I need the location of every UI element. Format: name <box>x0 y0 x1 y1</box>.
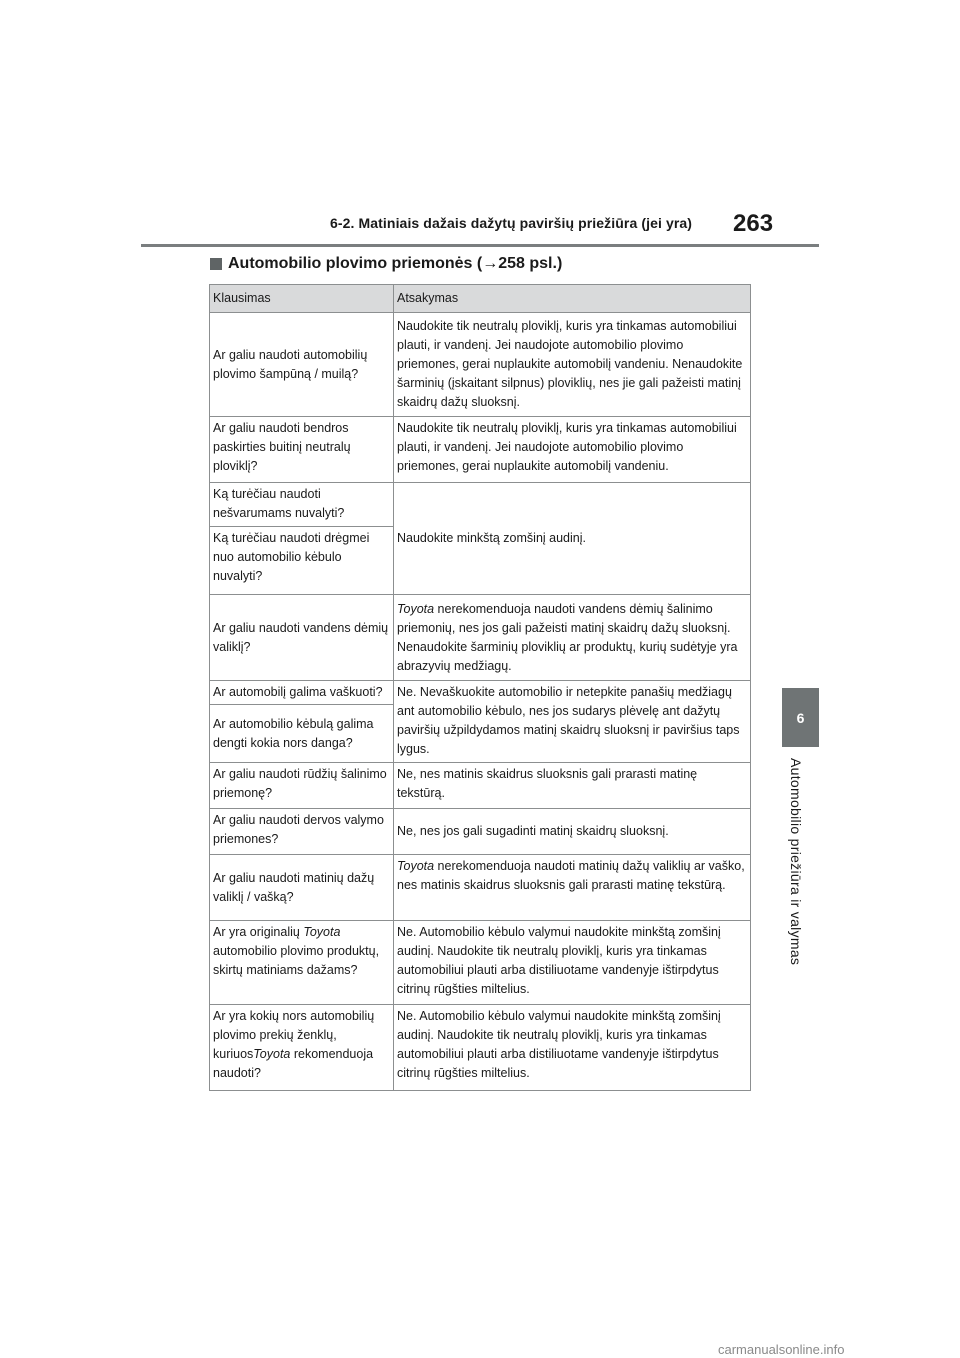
answer-cell <box>394 595 751 681</box>
answer-cell: Naudokite tik neutralų ploviklį, kuris yra tinkamas automobiliui plauti, ir vandenį. Jei naudojote automobilio plovimo priemones, gerai nuplaukite automobilį vandeniu. Nenaudokite šarminių (įskaitant silpnus) ploviklių, nes jie gali pažeisti matinį skaidrų dažų sluoksnį. <box>394 313 751 417</box>
question-cell: Ar galiu naudoti dervos valymo priemones? <box>210 809 394 855</box>
question-text: Ar yra originalių <box>213 925 304 939</box>
question-text: Ar yra kokių nors automobilių plovimo prekių ženklų, kuriuos <box>213 1009 375 1061</box>
table-row <box>210 417 751 483</box>
square-bullet-icon <box>210 258 222 270</box>
answer-cell: Ne, nes matinis skaidrus sluoksnis gali prarasti matinę tekstūrą. <box>394 763 751 809</box>
question-cell: Ar galiu naudoti automobilių plovimo šampūną / muilą? <box>210 313 394 417</box>
brand-name: Toyota <box>303 925 341 939</box>
question-text: rekomenduoja naudoti? <box>213 1047 374 1080</box>
table-row <box>210 483 751 527</box>
table-row <box>210 1005 751 1091</box>
question-cell: Ar automobilį galima vaškuoti? <box>210 681 394 705</box>
question-cell <box>210 1005 394 1091</box>
column-header-question: Klausimas <box>210 285 394 313</box>
arrow-icon: → <box>482 255 499 272</box>
answer-cell: Ne. Automobilio kėbulo valymui naudokite minkštą zomšinį audinį. Naudokite tik neutralų ploviklį, kuris yra tinkamas automobiliui plauti arba distiliuotame vandenyje ištirpdytus citrinų rūgšties miltelius. <box>394 921 751 1005</box>
chapter-tab <box>782 688 819 747</box>
question-cell: Ar galiu naudoti rūdžių šalinimo priemonę? <box>210 763 394 809</box>
answer-text: nerekomenduoja naudoti matinių dažų valiklių ar vaško, nes matinis skaidrus sluoksnis gali prarasti matinę tekstūrą. <box>397 859 745 892</box>
answer-cell: Ne. Nevaškuokite automobilio ir netepkite panašių medžiagų ant automobilio kėbulo, nes jos sudarys plėvelę ant dažytų paviršių užpildydamos matinį skaidrų sluoksnį ir paviršius taps lygus. <box>394 681 751 763</box>
question-cell <box>210 921 394 1005</box>
answer-text: nerekomenduoja naudoti vandens dėmių šalinimo priemonių, nes jos gali pažeisti matinį skaidrų dažų sluoksnį. Nenaudokite šarminių ploviklių ar produktų, kurių sudėtyje yra abrazyvių medžiagų. <box>397 601 738 673</box>
question-cell: Ką turėčiau naudoti drėgmei nuo automobilio kėbulo nuvalyti? <box>210 527 394 595</box>
question-cell: Ar galiu naudoti matinių dažų valiklį / vašką? <box>210 855 394 921</box>
table-row <box>210 809 751 855</box>
table-row <box>210 595 751 681</box>
chapter-number: 6 <box>796 709 805 726</box>
answer-cell: Ne, nes jos gali sugadinti matinį skaidrų sluoksnį. <box>394 809 751 855</box>
table-row <box>210 763 751 809</box>
table-header-row <box>210 285 751 313</box>
chapter-label: Automobilio priežiūra ir valymas <box>788 758 804 966</box>
qa-table <box>209 284 751 1091</box>
question-cell: Ar galiu naudoti vandens dėmių valiklį? <box>210 595 394 681</box>
page-header-title: 6-2. Matiniais dažais dažytų paviršių priežiūra (jei yra) <box>330 215 693 231</box>
answer-cell: Naudokite tik neutralų ploviklį, kuris yra tinkamas automobiliui plauti, ir vandenį. Jei naudojote automobilio plovimo priemones, gerai nuplaukite automobilį vandeniu. <box>394 417 751 483</box>
question-cell: Ką turėčiau naudoti nešvarumams nuvalyti? <box>210 483 394 527</box>
table-row <box>210 855 751 921</box>
section-heading-text: Automobilio plovimo priemonės ( <box>228 255 483 272</box>
question-cell: Ar galiu naudoti bendros paskirties buitinį neutralų ploviklį? <box>210 417 394 483</box>
table-row <box>210 313 751 417</box>
question-cell: Ar automobilio kėbulą galima dengti kokia nors danga? <box>210 705 394 763</box>
section-heading-ref[interactable]: 258 psl.) <box>498 255 563 272</box>
brand-name: Toyota <box>253 1047 291 1061</box>
answer-cell <box>394 855 751 921</box>
question-text: automobilio plovimo produktų, skirtų matiniams dažams? <box>213 944 380 977</box>
column-header-answer: Atsakymas <box>394 285 751 313</box>
brand-name: Toyota <box>397 859 435 873</box>
table-row <box>210 921 751 1005</box>
table-row <box>210 681 751 705</box>
section-heading <box>210 255 562 273</box>
answer-cell: Ne. Automobilio kėbulo valymui naudokite minkštą zomšinį audinį. Naudokite tik neutralų ploviklį, kuris yra tinkamas automobiliui plauti arba distiliuotame vandenyje ištirpdytus citrinų rūgšties miltelius. <box>394 1005 751 1091</box>
watermark: carmanualsonline.info <box>718 1342 845 1357</box>
header-rule <box>141 244 819 247</box>
page-number: 263 <box>733 210 774 237</box>
answer-cell: Naudokite minkštą zomšinį audinį. <box>394 483 751 595</box>
brand-name: Toyota <box>397 601 435 616</box>
